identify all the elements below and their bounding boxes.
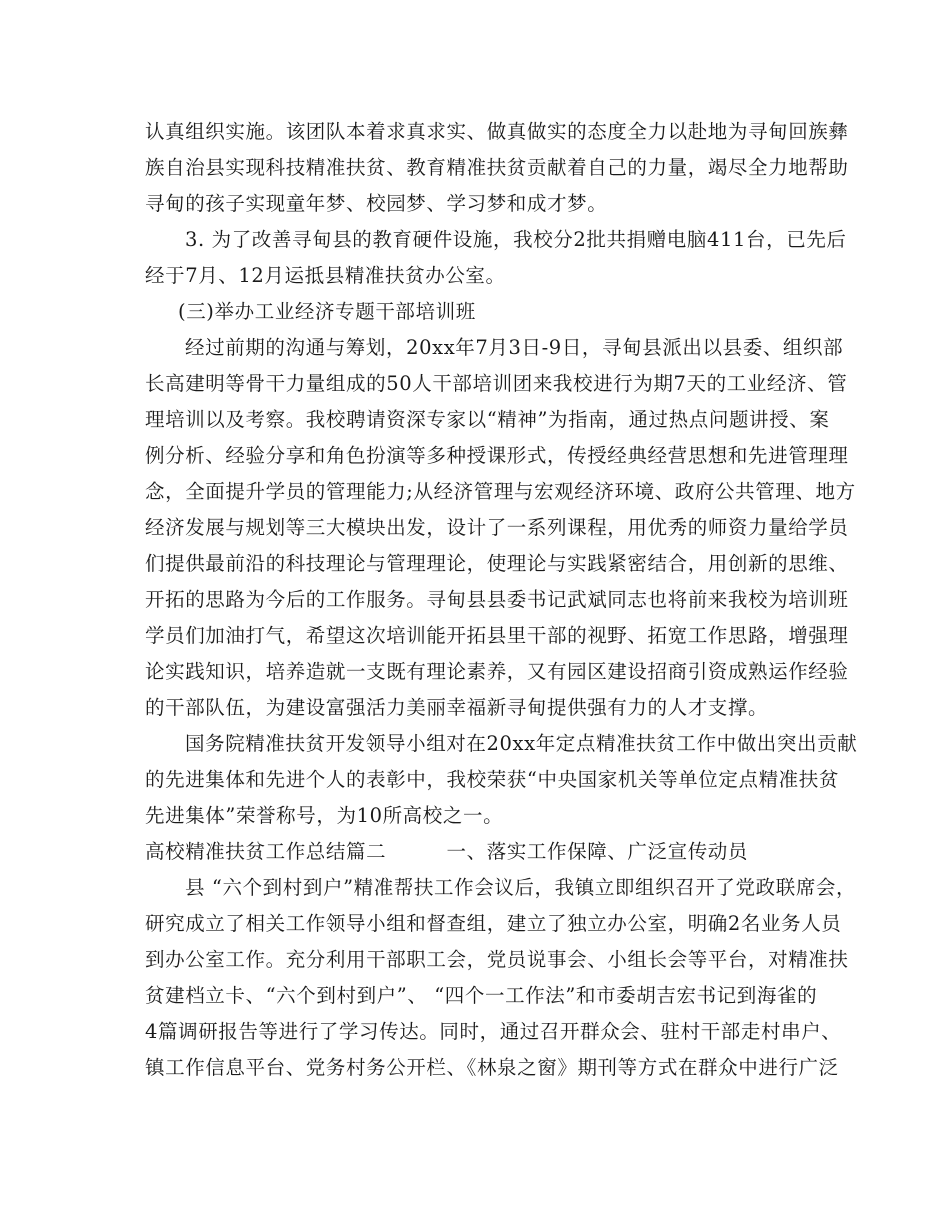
section-heading-3: (三)举办工业经济专题干部培训班: [178, 300, 476, 323]
text-line-22: 县 “六个到村到户”精准帮扶工作会议后，我镇立即组织召开了党政联席会，: [185, 876, 857, 899]
text-line-27: 镇工作信息平台、党务村务公开栏、《林泉之窗》期刊等方式在群众中进行广泛: [145, 1056, 839, 1079]
text-line-18: 国务院精准扶贫开发领导小组对在20xx年定点精准扶贫工作中做出突出贡献: [185, 732, 858, 755]
text-line-8: 长高建明等骨干力量组成的50人干部培训团来我校进行为期7天的工业经济、管: [145, 372, 848, 395]
text-line-15: 学员们加油打气，希望这次培训能开拓县里干部的视野、拓宽工作思路，增强理: [145, 624, 849, 647]
text-line-3: 寻甸的孩子实现童年梦、校园梦、学习梦和成才梦。: [145, 192, 608, 215]
text-line-1: 认真组织实施。该团队本着求真求实、做真做实的态度全力以赴地为寻甸回族彝: [145, 120, 849, 143]
text-line-10: 例分析、经验分享和角色扮演等多种授课形式，传授经典经营思想和先进管理理: [145, 444, 849, 467]
text-line-9: 理培训以及考察。我校聘请资深专家以“精神”为指南，通过热点问题讲授、案: [145, 408, 830, 431]
text-line-12: 经济发展与规划等三大模块出发，设计了一系列课程，用优秀的师资力量给学员: [145, 516, 849, 539]
text-line-13: 们提供最前沿的科技理论与管理理论，使理论与实践紧密结合，用创新的思维、: [145, 552, 849, 575]
text-line-2: 族自治县实现科技精准扶贫、教育精准扶贫贡献着自己的力量，竭尽全力地帮助: [145, 156, 849, 179]
text-line-4: 3. 为了改善寻甸县的教育硬件设施，我校分2批共捐赠电脑411台，已先后: [185, 228, 847, 251]
text-line-7: 经过前期的沟通与筹划，20xx年7月3日-9日，寻甸县派出以县委、组织部: [185, 336, 844, 359]
text-line-25: 贫建档立卡、“六个到村到户”、 “四个一工作法”和市委胡吉宏书记到海雀的: [145, 984, 818, 1007]
text-line-16: 论实践知识，培养造就一支既有理论素养，又有园区建设招商引资成熟运作经验: [145, 660, 849, 683]
text-line-19: 的先进集体和先进个人的表彰中，我校荣获“中央国家机关等单位定点精准扶贫: [145, 768, 839, 791]
text-line-24: 到办公室工作。充分利用干部职工会，党员说事会、小组长会等平台，对精准扶: [145, 948, 849, 971]
text-line-20: 先进集体”荣誉称号，为10所高校之一。: [145, 804, 504, 827]
text-line-11: 念，全面提升学员的管理能力;从经济管理与宏观经济环境、政府公共管理、地方: [145, 480, 856, 503]
section-heading-article-2: 高校精准扶贫工作总结篇二 一、落实工作保障、广泛宣传动员: [145, 840, 749, 863]
text-line-23: 研究成立了相关工作领导小组和督查组，建立了独立办公室，明确2名业务人员: [145, 912, 842, 935]
text-line-14: 开拓的思路为今后的工作服务。寻甸县县委书记武斌同志也将前来我校为培训班: [145, 588, 849, 611]
text-line-17: 的干部队伍，为建设富强活力美丽幸福新寻甸提供强有力的人才支撑。: [145, 696, 769, 719]
text-line-5: 经于7月、12月运抵县精准扶贫办公室。: [145, 264, 506, 287]
text-line-26: 4篇调研报告等进行了学习传达。同时，通过召开群众会、驻村干部走村串户、: [145, 1020, 842, 1043]
